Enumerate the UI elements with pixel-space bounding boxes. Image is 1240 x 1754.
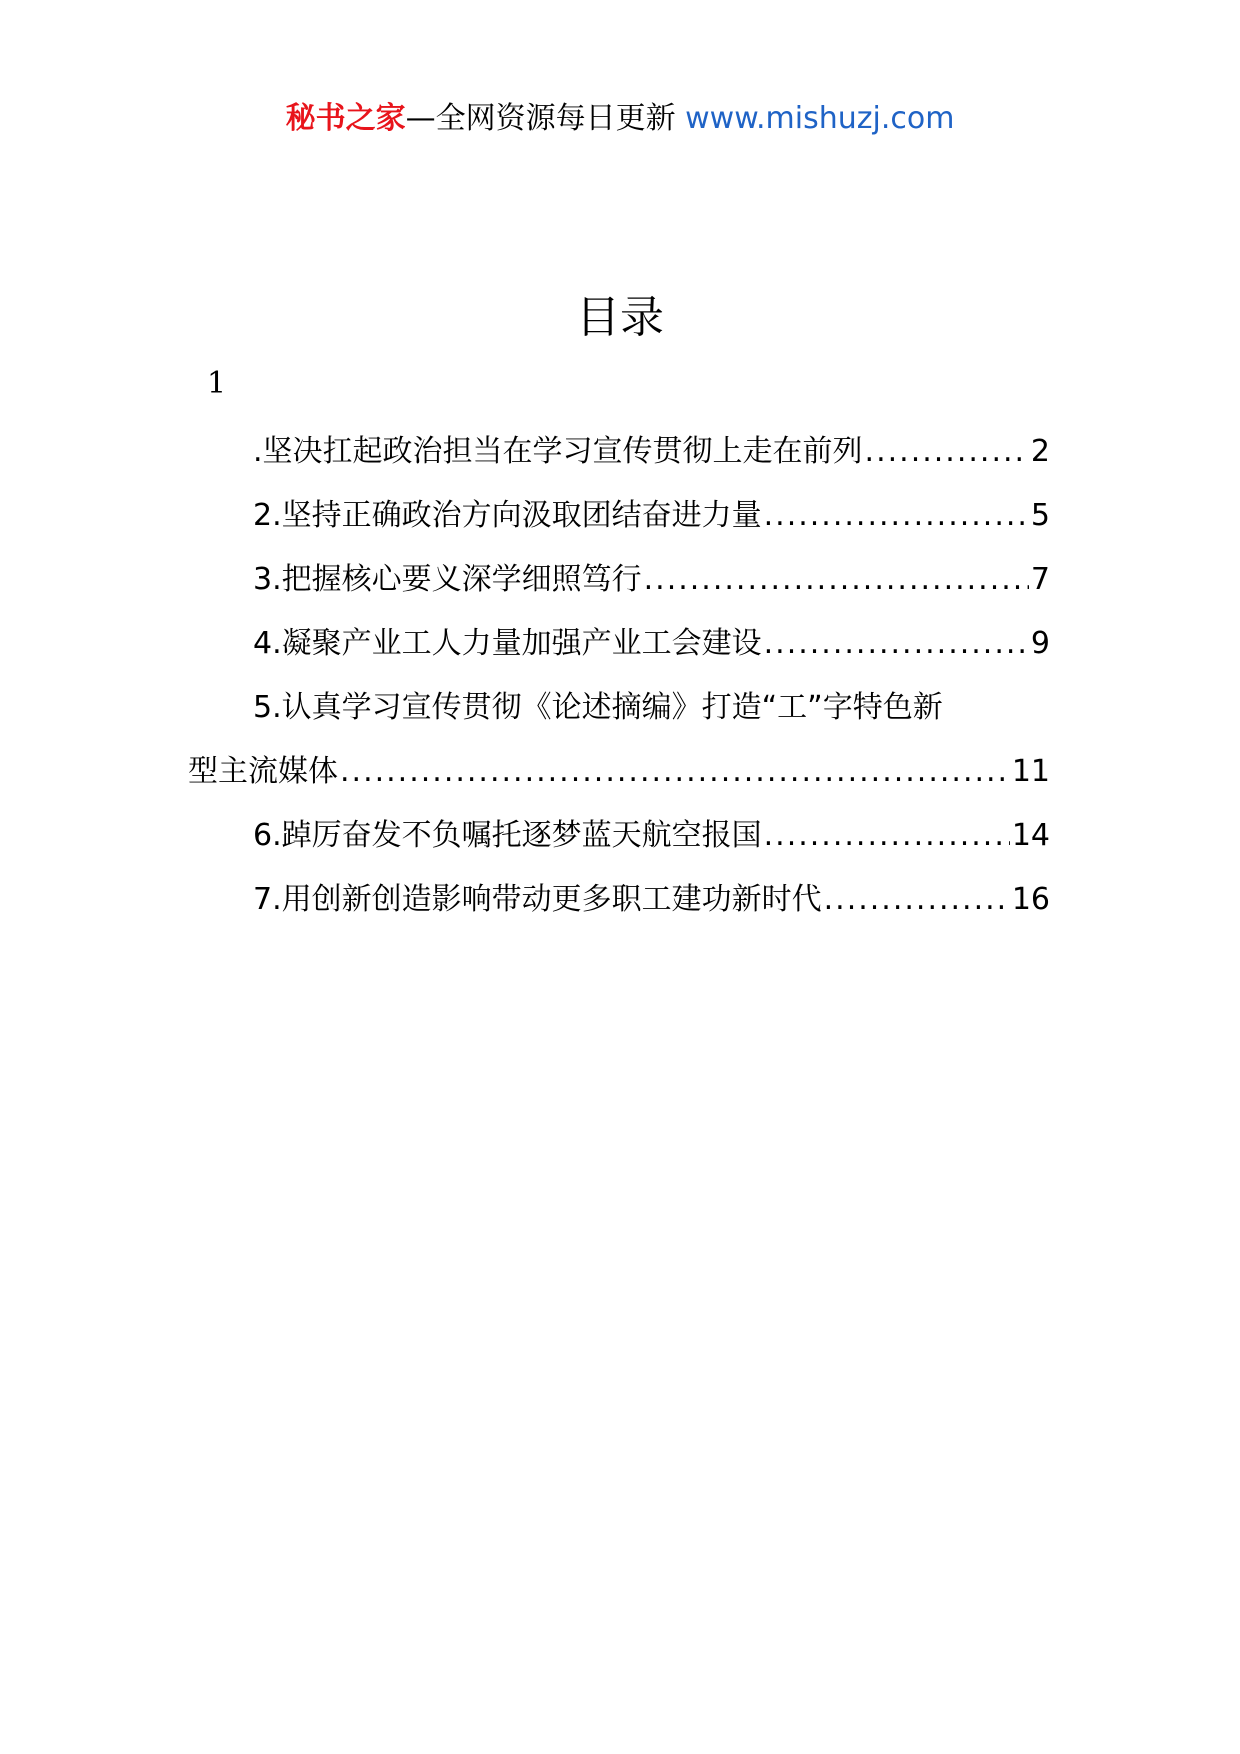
brand-name: 秘书之家 [285, 101, 406, 136]
toc-entry-2[interactable] [188, 484, 1050, 548]
toc-entry-label: .坚决扛起政治担当在学习宣传贯彻上走在前列 [253, 434, 863, 469]
toc-entry-page: 9 [1030, 626, 1050, 661]
toc-entry-5-line1[interactable] [188, 676, 1050, 740]
toc-entry-label: 3.把握核心要义深学细照笃行 [253, 562, 642, 597]
banner-tagline: —全网资源每日更新 [405, 101, 686, 136]
toc-entry-label: 4.凝聚产业工人力量加强产业工会建设 [253, 626, 762, 661]
site-url-link[interactable]: www.mishuzj.com [685, 101, 955, 136]
dot-leader [865, 420, 1029, 484]
toc-entry-5-line2[interactable] [188, 740, 1050, 804]
site-banner [0, 98, 1240, 140]
toc-entry-label: 7.用创新创造影响带动更多职工建功新时代 [253, 882, 822, 917]
table-of-contents [188, 420, 1050, 932]
toc-entry-3[interactable] [188, 548, 1050, 612]
page-title: 目录 [576, 292, 664, 343]
toc-entry-1[interactable] [188, 420, 1050, 484]
toc-entry-label: 型主流媒体 [188, 754, 338, 789]
toc-entry-7[interactable] [188, 868, 1050, 932]
dot-leader [764, 804, 1010, 868]
toc-entry-6[interactable] [188, 804, 1050, 868]
toc-entry-page: 16 [1011, 882, 1050, 917]
toc-entry-page: 11 [1011, 754, 1050, 789]
toc-entry-4[interactable] [188, 612, 1050, 676]
toc-entry-page: 5 [1030, 498, 1050, 533]
dot-leader [764, 612, 1029, 676]
toc-entry-page: 14 [1011, 818, 1050, 853]
toc-entry-label: 6.踔厉奋发不负嘱托逐梦蓝天航空报国 [253, 818, 762, 853]
stray-page-number: 1 [207, 366, 227, 401]
dot-leader [824, 868, 1010, 932]
toc-entry-page: 2 [1030, 434, 1050, 469]
toc-entry-label: 5.认真学习宣传贯彻《论述摘编》打造“工”字特色新 [253, 690, 943, 725]
dot-leader [644, 548, 1029, 612]
toc-entry-page: 7 [1030, 562, 1050, 597]
toc-entry-label: 2.坚持正确政治方向汲取团结奋进力量 [253, 498, 762, 533]
dot-leader [340, 740, 1010, 804]
dot-leader [764, 484, 1029, 548]
